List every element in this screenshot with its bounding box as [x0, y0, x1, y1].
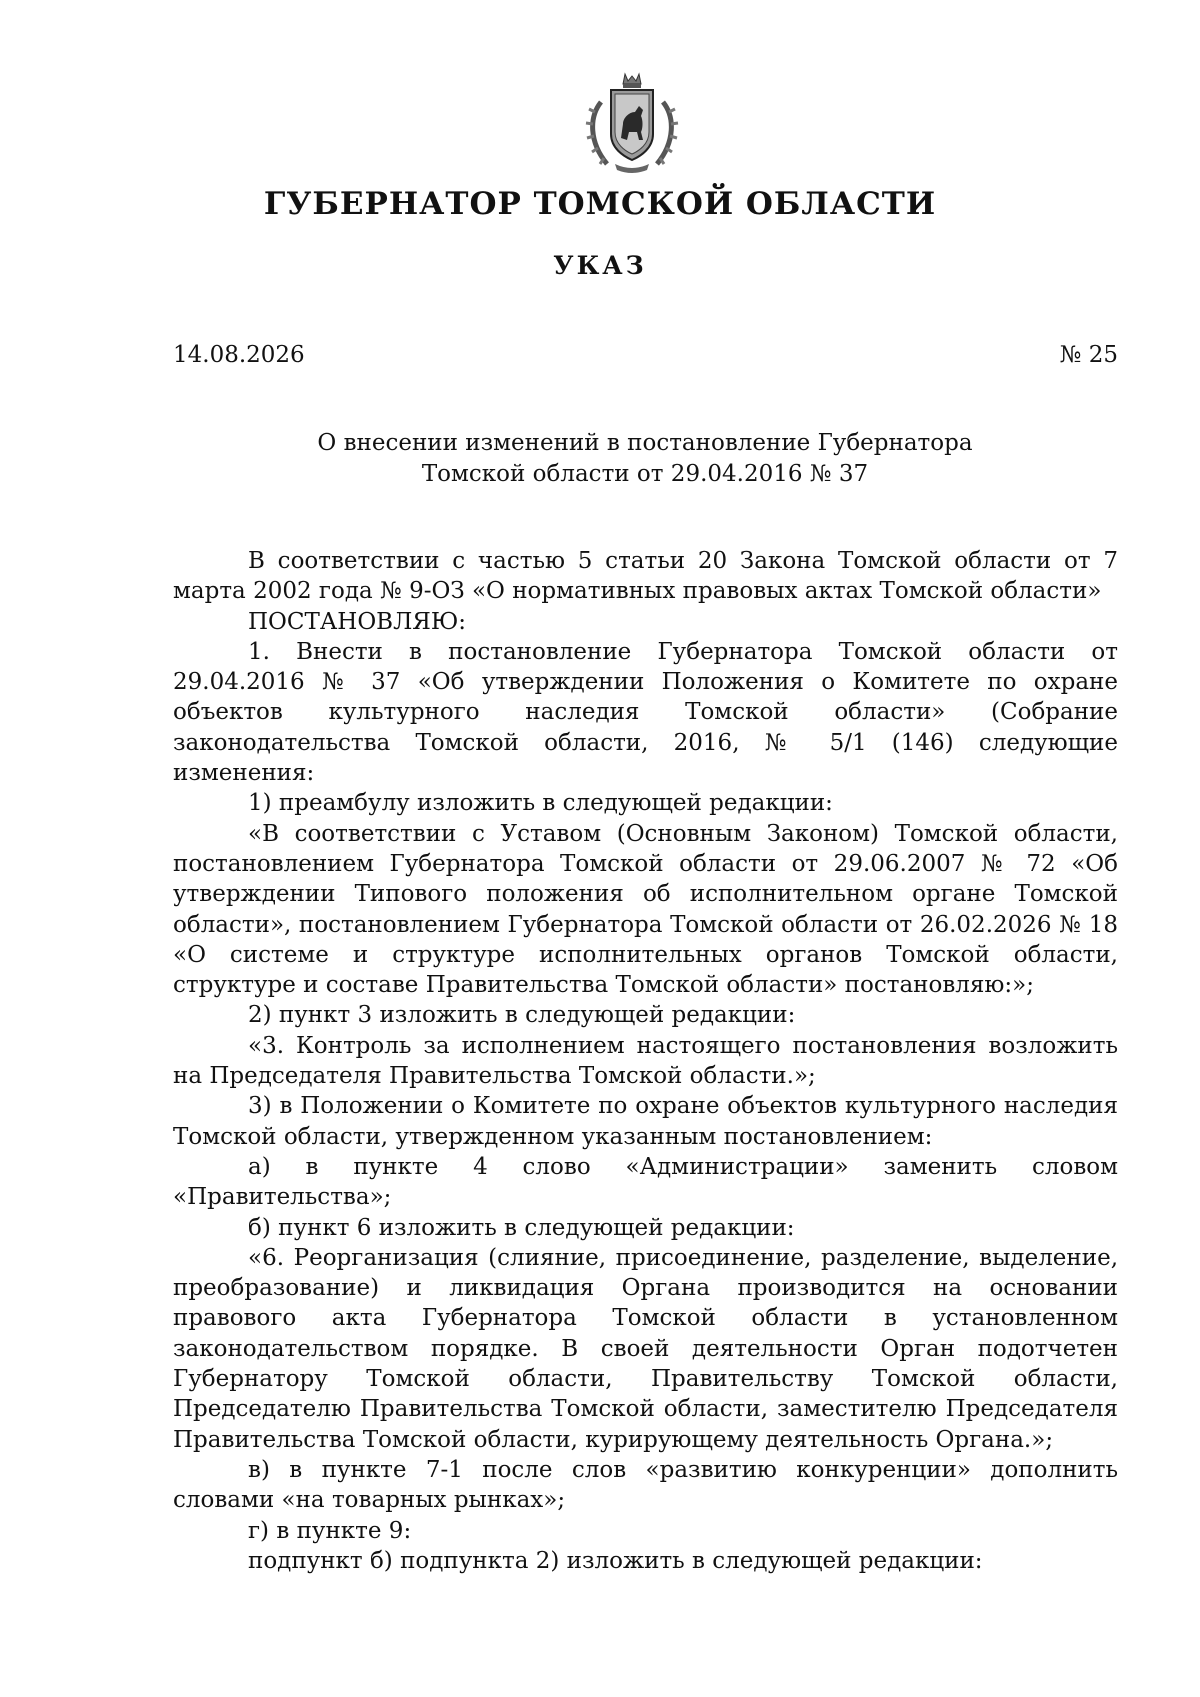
subject-line-1: О внесении изменений в постановление Губернатора: [317, 430, 973, 456]
paragraph: 1) преамбулу изложить в следующей редакции:: [248, 790, 833, 817]
paragraph: 2) пункт 3 изложить в следующей редакции:: [248, 1002, 796, 1029]
paragraph: ПОСТАНОВЛЯЮ:: [248, 608, 467, 635]
paragraph: подпункт б) подпункта 2) изложить в следующей редакции:: [248, 1547, 983, 1574]
paragraph: 3) в Положении о Комитете по охране объектов культурного наследия Томской области, утвержденном указанным постановлением:: [173, 1093, 1118, 1150]
coat-of-arms-icon: [581, 72, 683, 176]
document-number: № 25: [1059, 342, 1118, 368]
paragraph: в) в пункте 7-1 после слов «развитию конкуренции» дополнить словами «на товарных рынках»;: [173, 1456, 1118, 1514]
paragraph: 1. Внести в постановление Губернатора Томской области от 29.04.2016 № 37 «Об утверждении Положения о Комитете по охране объектов культурного наследия Томской области» (Собрание законодательства Томской области, 2016, № 5/1 (146) следующие изменения:: [173, 638, 1118, 787]
paragraph: г) в пункте 9:: [248, 1517, 412, 1544]
paragraph: а) в пункте 4 слово «Администрации» заменить словом «Правительства»;: [173, 1153, 1118, 1211]
paragraph: «В соответствии с Уставом (Основным Законом) Томской области, постановлением Губернатора Томской области от 29.06.2007 № 72 «Об утверждении Типового положения об исполнительном органе Томской области», постановлением Губернатора Томской области от 26.02.2026 № 18 «О системе и структуре исполнительных органов Томской области, структуре и составе Правительства Томской области» постановляю:»;: [173, 820, 1118, 999]
paragraph: б) пункт 6 изложить в следующей редакции:: [248, 1214, 795, 1241]
document-type: УКАЗ: [553, 251, 647, 280]
issuer-title: ГУБЕРНАТОР ТОМСКОЙ ОБЛАСТИ: [263, 186, 937, 222]
document-body: [173, 546, 1118, 1576]
paragraph: «6. Реорганизация (слияние, присоединение, разделение, выделение, преобразование) и ликвидация Органа производится на основании правового акта Губернатора Томской области в установленном законодательством порядке. В своей деятельности Орган подотчетен Губернатору Томской области, Правительству Томской области, Председателю Правительства Томской области, заместителю Председателя Правительства Томской области, курирующему деятельность Органа.»;: [173, 1244, 1118, 1453]
paragraph: «3. Контроль за исполнением настоящего постановления возложить на Председателя Правительства Томской области.»;: [173, 1032, 1118, 1090]
subject-line-2: Томской области от 29.04.2016 № 37: [421, 461, 869, 487]
paragraph: В соответствии с частью 5 статьи 20 Закона Томской области от 7 марта 2002 года № 9-ОЗ «О нормативных правовых актах Томской области»: [173, 548, 1118, 605]
document-subject: [0, 428, 1200, 490]
document-date: 14.08.2026: [173, 342, 305, 368]
dateline: [173, 342, 1118, 368]
